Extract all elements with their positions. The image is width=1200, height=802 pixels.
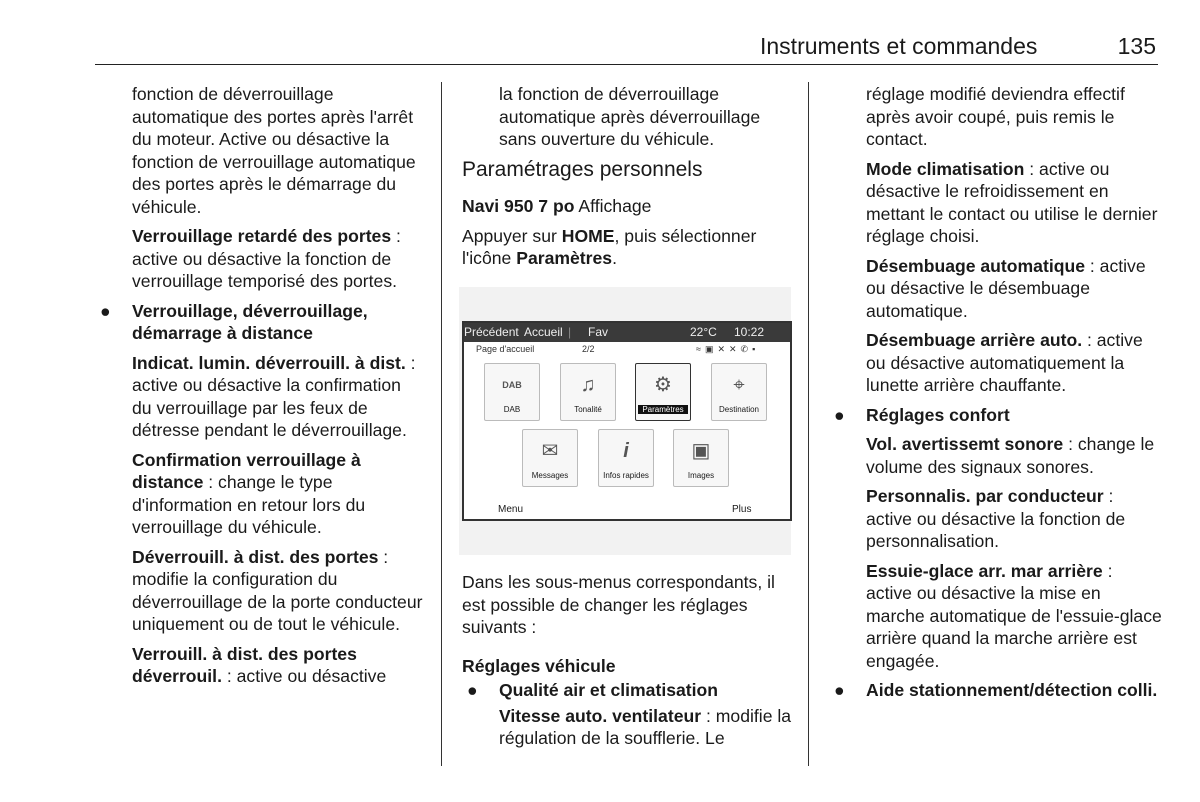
paragraph: Verrouill. à dist. des portes déverrouil. : active ou désactive [132, 643, 387, 686]
bullet-icon: ● [100, 300, 111, 321]
home-button[interactable]: Accueil [524, 325, 563, 339]
term: Déverrouill. à dist. des portes [132, 546, 379, 567]
temperature: 22°C [690, 325, 717, 339]
term: Confirmation verrouillage à distance [132, 449, 361, 492]
page-count: 2/2 [582, 344, 595, 354]
settings-icon: ⚙ [654, 374, 672, 396]
paragraph: réglage modifié deviendra effectif après avoir coupé, puis remis le contact. [866, 84, 1125, 149]
running-header-title: Instruments et commandes [760, 33, 1038, 59]
column-2 [462, 83, 794, 277]
column-2-lower [462, 571, 794, 757]
paragraph: Désembuage arrière auto. : active ou désactive automatiquement la lunette arrière chauffante. [866, 330, 1143, 395]
status-row [464, 342, 790, 356]
paragraph: Essuie-glace arr. mar arrière : active ou désactive la mise en marche automatique de l'essuie-glace arrière quand la marche arrière est engagée. [866, 560, 1162, 671]
column-divider-2 [808, 82, 809, 766]
page-label: Page d'accueil [476, 344, 535, 354]
bullet-icon: ● [834, 680, 845, 700]
clock: 10:22 [734, 325, 765, 339]
paragraph: la fonction de déverrouillage automatique après déverrouillage sans ouverture du véhicule. [499, 84, 761, 149]
bullet-icon: ● [834, 404, 845, 425]
fav-button[interactable]: Fav [588, 325, 609, 339]
paragraph: Confirmation verrouillage à distance : change le type d'information en retour lors du verrouillage du véhicule. [132, 449, 366, 537]
bullet-item: ● Aide stationnement/détection colli. [834, 680, 1158, 700]
paragraph: Vol. avertissemt sonore : change le volume des signaux sonores. [866, 434, 1155, 477]
paragraph: Désembuage automatique : active ou désactive le désembuage automatique. [866, 255, 1146, 321]
images-icon: ▣ [691, 440, 711, 462]
paragraph: Vitesse auto. ventilateur : modifie la régulation de la soufflerie. Le [499, 705, 792, 748]
home-screen [462, 321, 792, 521]
infotainment-screenshot [459, 287, 791, 555]
bullet-item: ● Verrouillage, déverrouillage, démarrage à distance [100, 300, 368, 343]
tile-dab[interactable]: DAB DAB [484, 363, 540, 421]
paragraph: Navi 950 7 po Affichage [462, 196, 652, 216]
bullet-item: ● Qualité air et climatisation [467, 680, 719, 700]
tone-icon: ♫ [580, 374, 596, 396]
paragraph: Déverrouill. à dist. des portes : modifie la configuration du déverrouillage de la porte conducteur uniquement ou de tout le véhicule. [132, 546, 423, 634]
term: Indicat. lumin. déverrouill. à dist. [132, 352, 406, 373]
paragraph: Personnalis. par conducteur : active ou désactive la fonction de personnalisation. [866, 486, 1126, 551]
section-heading: Paramétrages personnels [462, 157, 703, 181]
top-bar: Précédent Accueil | Fav 22°C 10:22 [464, 323, 790, 342]
paragraph: Appuyer sur HOME, puis sélectionner l'icône Paramètres. [462, 225, 757, 268]
bullet-icon: ● [467, 680, 478, 700]
messages-icon: ✉ [541, 440, 559, 462]
tile-destination[interactable]: ⌖ Destination [711, 363, 767, 421]
back-button[interactable]: Précédent [464, 325, 519, 339]
status-icons: ≈▣✕✕✆▪ [696, 344, 760, 354]
tile-images[interactable]: ▣ Images [673, 429, 729, 487]
info-icon: i [623, 440, 629, 462]
menu-button[interactable]: Menu [498, 504, 524, 515]
header-rule [95, 64, 1158, 65]
column-3 [834, 83, 1162, 709]
tile-messages[interactable]: ✉ Messages [522, 429, 578, 487]
paragraph: Mode climatisation : active ou désactive le refroidissement en mettant le contact ou utilise le dernier réglage choisi. [866, 158, 1158, 246]
map-icon: ⌖ [733, 374, 745, 396]
column-1 [100, 83, 424, 695]
term: Verrouill. à dist. des portes déverrouil. [132, 643, 357, 686]
page-number: 135 [1117, 33, 1156, 59]
tile-tonalite[interactable]: ♫ Tonalité [560, 363, 616, 421]
plus-button[interactable]: Plus [732, 504, 752, 515]
paragraph: fonction de déverrouillage automatique des portes après l'arrêt du moteur. Active ou désactive la fonction de verrouillage automatique des portes après le démarrage du véhicule. [132, 84, 416, 217]
paragraph: Dans les sous-menus correspondants, il est possible de changer les réglages suivants : [462, 572, 775, 637]
bullet-item: ● Réglages confort [834, 404, 1010, 425]
tile-parametres[interactable]: ⚙ Paramètres [635, 363, 691, 421]
paragraph: Indicat. lumin. déverrouill. à dist. : active ou désactive la confirmation du verrouillage par les feux de détresse pendant le déverrouillage. [132, 352, 416, 440]
radio-icon: DAB [502, 380, 522, 390]
tile-infos-rapides[interactable]: i Infos rapides [598, 429, 654, 487]
subheading: Réglages véhicule [462, 655, 616, 676]
column-divider-1 [441, 82, 442, 766]
term: Verrouillage retardé des portes [132, 226, 392, 246]
paragraph: Verrouillage retardé des portes : active ou désactive la fonction de verrouillage temporisé des portes. [132, 226, 401, 291]
